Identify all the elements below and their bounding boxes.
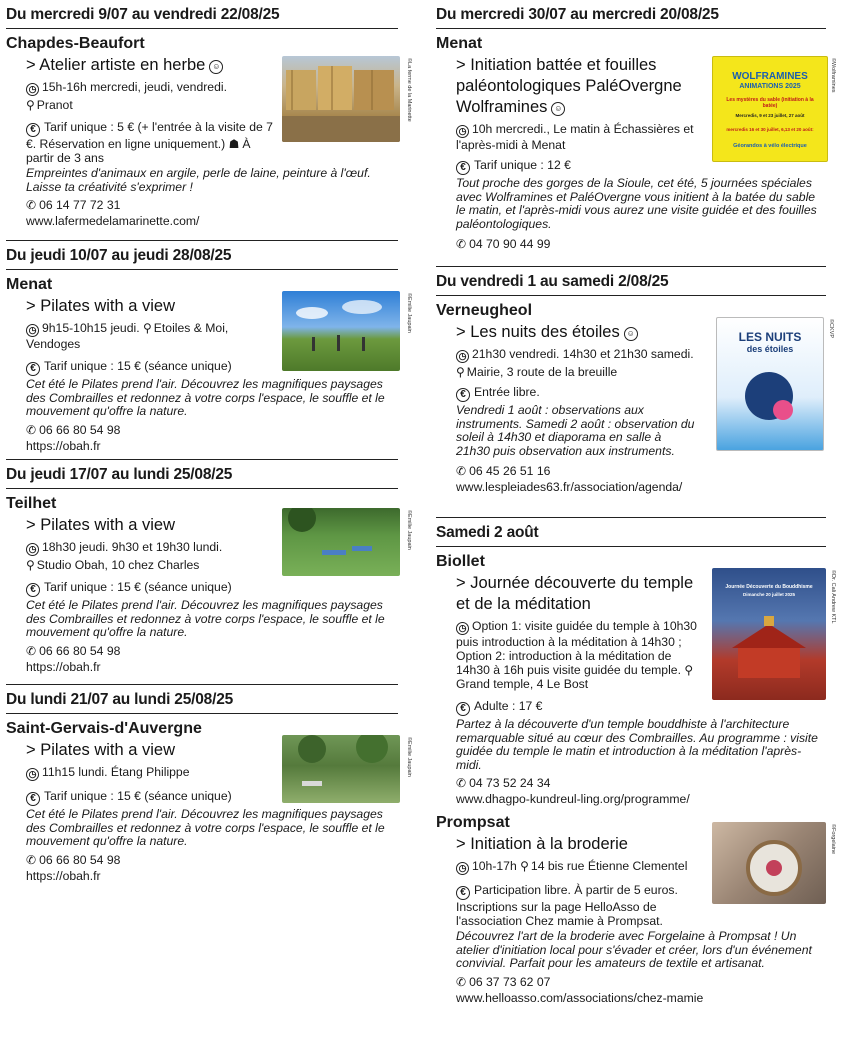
event-title: > Initiation battée et fouilles paléontologiques PaléOvergne Wolframines	[456, 56, 682, 116]
event-poster-nuits-etoiles	[716, 317, 824, 451]
event-website-link[interactable]: www.lespleiades63.fr/association/agenda/	[456, 480, 683, 494]
clock-icon: ◷	[26, 543, 39, 556]
poster-text: mercredis 16 et 30 juillet, 6,13 et 20 août:	[726, 127, 814, 132]
event-details	[436, 930, 826, 1005]
event-description: Tout proche des gorges de la Sioule, cet été, 5 journées spéciales avec Wolframines et PaléOvergne vous initient à la batée du sable le matin, et l'après-midi vous aurez une visite guidée et des fouilles paléontologiques.	[456, 176, 817, 231]
event-phone: 06 66 80 54 98	[39, 643, 121, 658]
poster-text: Mercredis, 9 et 23 juillet, 27 août	[735, 113, 805, 118]
phone-icon: ✆	[456, 776, 467, 790]
event-place: Studio Obah, 10 chez Charles	[36, 558, 200, 572]
event-photo-hay-bales	[282, 56, 400, 142]
photo-credit: ©CKVP	[828, 319, 834, 339]
event-price: Adulte : 17 €	[474, 699, 543, 713]
event-phone: 04 73 52 24 34	[469, 776, 551, 790]
event-details	[436, 718, 826, 806]
event-details	[6, 167, 398, 228]
photo-credit: ©La ferme de la Marinette	[406, 58, 412, 122]
event-photo-pond-park	[282, 735, 400, 803]
right-column	[436, 0, 836, 1014]
poster-title: Journée Découverte du Bouddhisme	[725, 584, 813, 590]
event-body	[436, 573, 706, 716]
photo-credit: ©Dr. Cali Andrew KTL	[830, 570, 836, 624]
event-details	[6, 599, 398, 674]
event-title: > Les nuits des étoiles	[456, 323, 620, 341]
poster-subtitle: Dimanche 20 juillet 2025	[742, 592, 796, 597]
phone-icon: ✆	[456, 464, 467, 478]
event-body	[436, 322, 711, 458]
event-body	[6, 296, 281, 376]
location-pin-icon: ⚲	[520, 859, 529, 873]
event-section	[436, 267, 834, 517]
event-photo-embroidery	[712, 822, 826, 904]
town-name: Chapdes-Beaufort	[6, 35, 145, 52]
clock-icon: ◷	[456, 125, 469, 138]
event-description: Cet été le Pilates prend l'air. Découvrez les magnifiques paysages des Combrailles et redonnez à votre corps l'espace, le souffle et le mouvement qu'offre la nature.	[26, 598, 385, 639]
photo-credit: ©Emilie Jaupain	[406, 293, 412, 333]
location-pin-icon: ⚲	[26, 98, 35, 112]
event-description: Découvrez l'art de la broderie avec Forgelaine à Prompsat ! Un atelier d'initiation local pour s'évader et créer, lors d'un événement convivial. Parfait pour les amateurs de textile et artisanat.	[456, 929, 812, 970]
event-title: > Pilates with a view	[26, 297, 176, 315]
phone-icon: ✆	[456, 974, 467, 989]
town-name: Teilhet	[6, 495, 57, 512]
clock-icon: ◷	[456, 350, 469, 363]
date-range-heading: Du jeudi 10/07 au jeudi 28/08/25	[6, 241, 398, 270]
phone-icon: ✆	[456, 237, 467, 251]
event-details	[6, 808, 398, 883]
event-phone: 06 45 26 51 16	[469, 464, 551, 478]
event-photo-pilates-lawn	[282, 508, 400, 576]
hay-bales-illustration	[282, 56, 400, 142]
event-time: Option 1: visite guidée du temple à 10h30 puis introduction à la méditation à 14h30 ; Option 2: introduction à la méditation de 14h30 à 16h puis visite guidée du temple.	[456, 619, 697, 677]
phone-icon: ✆	[26, 852, 37, 867]
event-section	[436, 518, 836, 808]
clock-icon: ◷	[26, 83, 39, 96]
event-website-link[interactable]: https://obah.fr	[26, 438, 101, 453]
poster-title: WOLFRAMINES	[732, 71, 808, 82]
event-place: Etoiles & Moi, Vendoges	[26, 321, 229, 351]
euro-icon: €	[456, 388, 470, 402]
euro-icon: €	[26, 792, 40, 806]
event-body	[6, 515, 281, 597]
phone-icon: ✆	[26, 198, 37, 212]
euro-icon: €	[456, 886, 470, 900]
date-range-heading: Du jeudi 17/07 au lundi 25/08/25	[6, 460, 398, 489]
event-website-link[interactable]: www.dhagpo-kundreul-ling.org/programme/	[456, 792, 690, 806]
pilates-group-illustration	[282, 291, 400, 371]
event-price: Tarif unique : 12 €	[474, 158, 571, 172]
event-price: Tarif unique : 5 € (+ l'entrée à la visite de 7 €. Réservation en ligne uniquement.)	[26, 120, 273, 151]
poster-subtitle: ANIMATIONS 2025	[739, 83, 801, 90]
event-title: > Atelier artiste en herbe	[26, 56, 206, 74]
event-description: Cet été le Pilates prend l'air. Découvrez les magnifiques paysages des Combrailles et redonnez à votre corps l'espace, le souffle et le mouvement qu'offre la nature.	[26, 377, 385, 418]
event-time: 10h mercredi., Le matin à Échassières et l'après-midi à Menat	[456, 122, 694, 152]
event-phone: 06 66 80 54 98	[39, 852, 121, 867]
euro-icon: €	[456, 702, 470, 716]
event-description: Partez à la découverte d'un temple bouddhiste à l'architecture remarquable situé au cœur des Combrailles. Au programme : visite guidée du temple le matin et introduction à la méditation l'après-midi.	[456, 717, 818, 772]
event-title: > Initiation à la broderie	[456, 835, 628, 853]
event-photo-pilates-hills	[282, 291, 400, 371]
event-place: Mairie, 3 route de la breuille	[466, 365, 618, 379]
event-age: À partir de 3 ans	[26, 137, 251, 165]
event-title: > Journée découverte du temple et de la méditation	[456, 574, 694, 613]
left-column	[6, 0, 412, 905]
event-details	[436, 177, 826, 251]
event-body	[6, 55, 281, 165]
event-place: Grand temple, 4 Le Bost	[456, 677, 589, 691]
photo-credit: ©Wolframines	[830, 58, 836, 93]
event-price: Participation libre. À partir de 5 euros. Inscriptions sur la page HelloAsso de l'association Chez mamie à Prompsat.	[456, 883, 678, 928]
event-price: Tarif unique : 15 € (séance unique)	[44, 789, 232, 803]
event-title: > Pilates with a view	[26, 516, 176, 534]
event-price: Entrée libre.	[474, 385, 540, 399]
event-body	[436, 55, 706, 175]
park-illustration	[282, 735, 400, 803]
event-phone: 04 70 90 44 99	[469, 237, 551, 251]
event-time: 9h15-10h15 jeudi.	[42, 321, 140, 335]
clock-icon: ◷	[456, 622, 469, 635]
clock-icon: ◷	[26, 768, 39, 781]
event-website-link[interactable]: https://obah.fr	[26, 868, 101, 883]
event-details	[6, 378, 398, 453]
event-section	[6, 685, 412, 905]
euro-icon: €	[26, 123, 40, 137]
person-icon: ☗	[228, 137, 240, 151]
phone-icon: ✆	[26, 643, 37, 658]
event-time: 11h15 lundi. Étang Philippe	[42, 765, 190, 779]
event-website-link[interactable]: www.helloasso.com/associations/chez-mamie	[456, 990, 704, 1005]
location-pin-icon: ⚲	[456, 365, 465, 379]
clock-icon: ◷	[456, 862, 469, 875]
event-website-link[interactable]: https://obah.fr	[26, 659, 101, 674]
lawn-yoga-illustration	[282, 508, 400, 576]
event-section	[6, 460, 412, 684]
telescope-illustration	[717, 318, 823, 450]
date-range-heading: Du mercredi 30/07 au mercredi 20/08/25	[436, 0, 826, 29]
poster-subtitle: des étoiles	[746, 344, 794, 354]
event-title: > Pilates with a view	[26, 741, 176, 759]
event-section	[6, 0, 412, 240]
town-name: Menat	[6, 276, 53, 293]
event-place: 14 bis rue Étienne Clementel	[530, 859, 688, 873]
date-range-heading: Samedi 2 août	[436, 518, 826, 547]
event-time: 18h30 jeudi. 9h30 et 19h30 lundi.	[42, 540, 223, 554]
date-range-heading: Du lundi 21/07 au lundi 25/08/25	[6, 685, 398, 714]
embroidery-hoop-illustration	[712, 822, 826, 904]
town-name: Biollet	[436, 553, 485, 570]
event-body	[6, 740, 281, 806]
location-pin-icon: ⚲	[684, 663, 694, 677]
family-icon: ☺	[209, 60, 223, 74]
date-range-heading: Du mercredi 9/07 au vendredi 22/08/25	[6, 0, 398, 29]
location-pin-icon: ⚲	[26, 558, 35, 572]
event-price: Tarif unique : 15 € (séance unique)	[44, 359, 232, 373]
town-name: Verneugheol	[436, 302, 533, 319]
euro-icon: €	[26, 583, 40, 597]
clock-icon: ◷	[26, 324, 39, 337]
poster-title: LES NUITS	[738, 330, 802, 344]
poster-text: Géorandos à vélo électrique	[733, 143, 807, 149]
event-section	[436, 0, 836, 266]
event-place: Pranot	[36, 98, 73, 112]
event-description: Cet été le Pilates prend l'air. Découvrez les magnifiques paysages des Combrailles et redonnez à votre corps l'espace, le souffle et le mouvement qu'offre la nature.	[26, 807, 385, 848]
event-details	[436, 464, 826, 494]
event-description: Vendredi 1 août : observations aux instruments. Samedi 2 août : observation du soleil à 14h30 et diaporama en salle à 21h30 puis observation aux instruments.	[456, 403, 695, 458]
photo-credit: ©Forgelaine	[830, 824, 836, 855]
date-range-heading: Du vendredi 1 au samedi 2/08/25	[436, 267, 826, 296]
phone-icon: ✆	[26, 422, 37, 437]
photo-credit: ©Emilie Jaupain	[406, 737, 412, 777]
event-phone: 06 14 77 72 31	[39, 198, 121, 212]
family-icon: ☺	[551, 102, 565, 116]
event-section	[6, 241, 412, 459]
event-time: 10h-17h	[472, 859, 517, 873]
poster-text: Les mystères du sable (initiation à la batée)	[726, 97, 814, 109]
temple-illustration	[712, 568, 826, 700]
event-time: 21h30 vendredi. 14h30 et 21h30 samedi.	[472, 347, 694, 361]
event-website-link[interactable]: www.lafermedelamarinette.com/	[26, 214, 200, 228]
town-name: Menat	[436, 35, 483, 52]
town-name: Saint-Gervais-d'Auvergne	[6, 720, 202, 737]
event-time: 15h-16h mercredi, jeudi, vendredi.	[42, 80, 227, 94]
event-description: Empreintes d'animaux en argile, perle de laine, peinture à l'œuf. Laisse ta créativité s'exprimer !	[26, 166, 371, 194]
event-poster-temple	[712, 568, 826, 700]
family-icon: ☺	[624, 327, 638, 341]
event-body	[436, 834, 706, 928]
event-phone: 06 37 73 62 07	[469, 974, 551, 989]
event-price: Tarif unique : 15 € (séance unique)	[44, 580, 232, 594]
event-phone: 06 66 80 54 98	[39, 422, 121, 437]
euro-icon: €	[26, 362, 40, 376]
event-section	[436, 814, 836, 1014]
event-poster-wolframines	[712, 56, 828, 162]
location-pin-icon: ⚲	[142, 321, 152, 335]
photo-credit: ©Emilie Jaupain	[406, 510, 412, 550]
euro-icon: €	[456, 161, 470, 175]
town-name: Prompsat	[436, 814, 510, 831]
